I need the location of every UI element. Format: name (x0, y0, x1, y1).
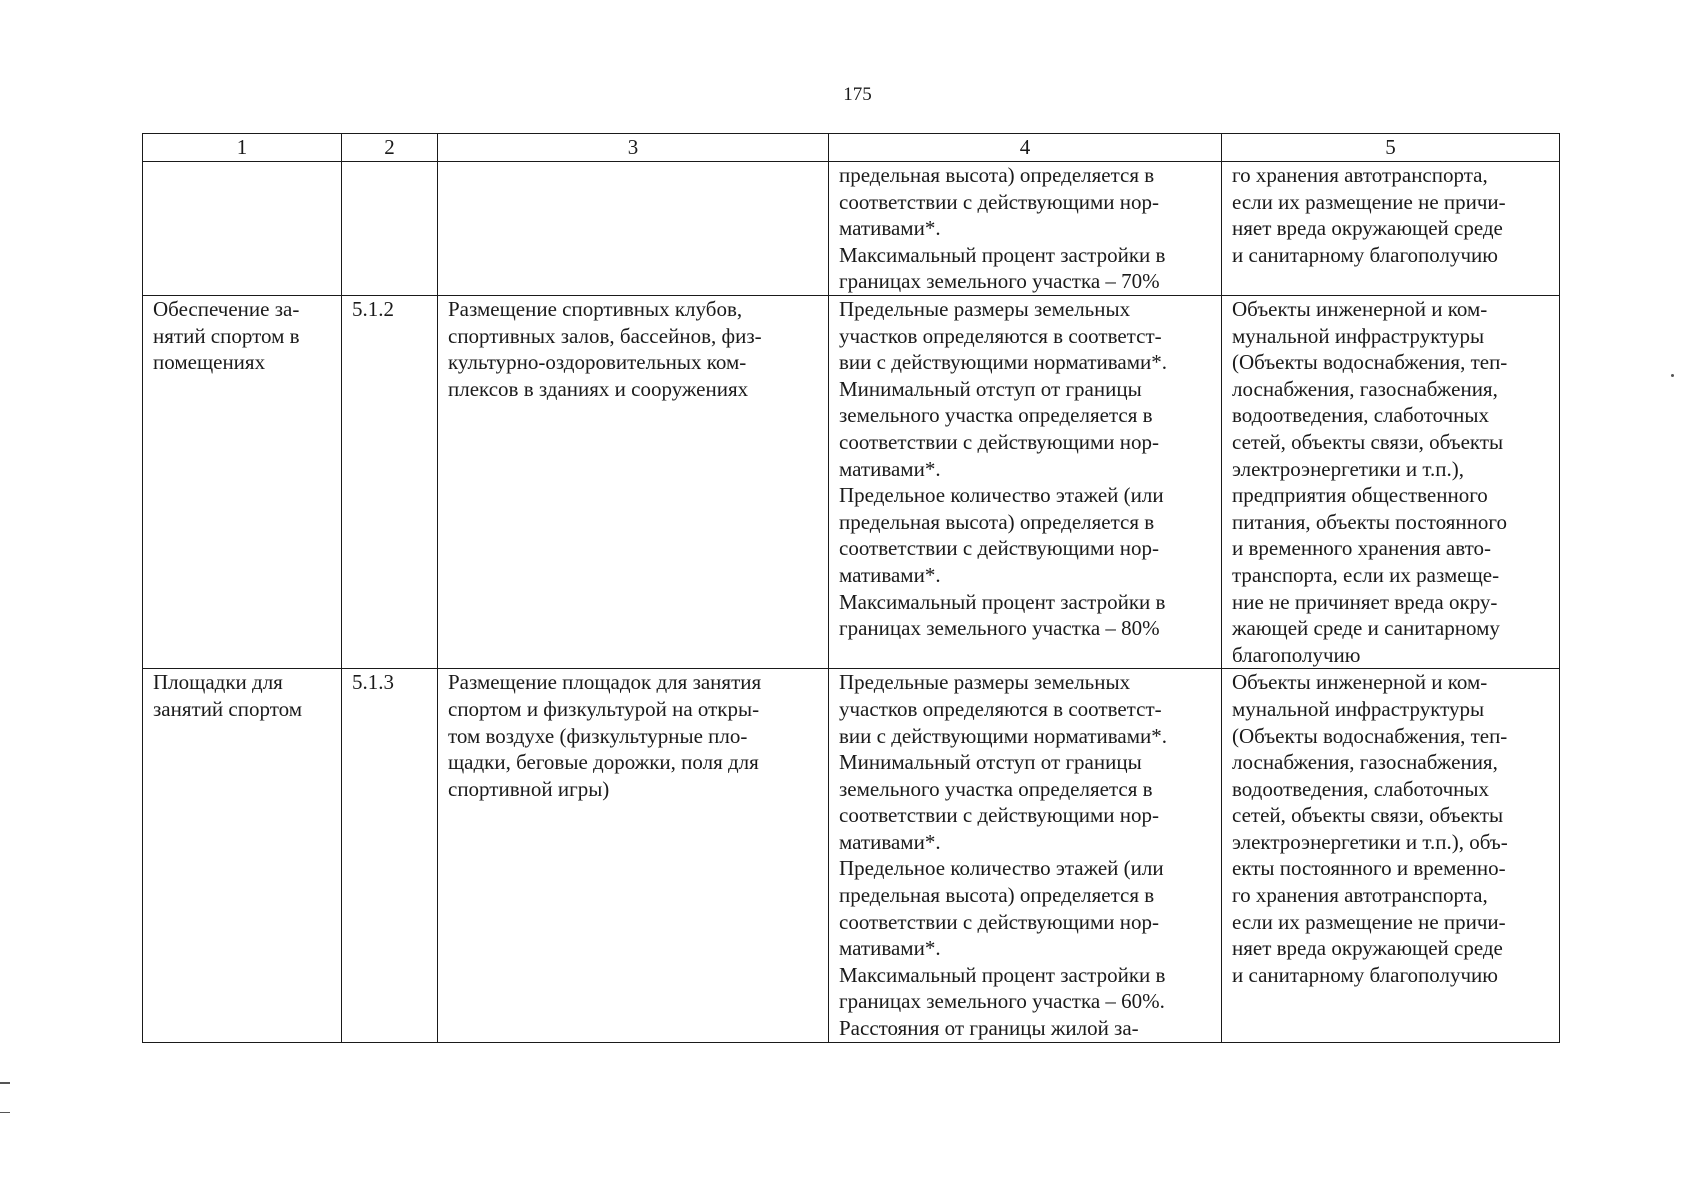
use-description-cell (438, 296, 829, 669)
cell-text-line: соответствии с действующими нор- (839, 803, 1160, 828)
scan-mark (0, 1082, 10, 1084)
cell-text-line: водоотведения, слаботочных (1232, 403, 1490, 428)
cell-text-line: предельная высота) определяется в (839, 163, 1155, 187)
cell-text-line: спортивной игры) (448, 776, 610, 801)
cell-text-line: вии с действующими нормативами*. (839, 350, 1168, 375)
use-name-cell (143, 669, 342, 1042)
cell-text-line: няет вреда окружающей среде (1232, 936, 1503, 961)
cell-text-line: спортом и физкультурой на откры- (448, 696, 760, 721)
cell-text-line: Площадки для (153, 670, 283, 695)
cell-text-line: границах земельного участка – 70% (839, 269, 1160, 294)
cell-text-line: участков определяются в соответст- (839, 696, 1162, 721)
cell-text-line: Размещение площадок для занятия (448, 670, 762, 695)
cell-text-line: Предельное количество этажей (или (839, 856, 1164, 881)
cell-text-line: (Объекты водоснабжения, теп- (1232, 350, 1508, 375)
cell-text-line: сетей, объекты связи, объекты (1232, 429, 1504, 454)
use-description-cell (438, 162, 829, 296)
cell-text-line: нятий спортом в (153, 323, 300, 348)
scan-mark (1671, 374, 1674, 377)
cell-text-line: мативами*. (839, 456, 941, 481)
parameters-cell (829, 669, 1222, 1042)
cell-text-line: няет вреда окружающей среде (1232, 216, 1503, 241)
cell-text-line: участков определяются в соответст- (839, 323, 1162, 348)
auxiliary-uses-cell (1222, 669, 1560, 1042)
cell-text-line: Минимальный отступ от границы (839, 376, 1142, 401)
cell-text-line: предельная высота) определяется в (839, 883, 1155, 908)
cell-text-line: земельного участка определяется в (839, 776, 1153, 801)
parameters-cell (829, 162, 1222, 296)
table-row (143, 669, 1560, 1042)
regulations-table (142, 133, 1560, 1043)
cell-text-line: сетей, объекты связи, объекты (1232, 803, 1504, 828)
column-header-5: 5 (1222, 134, 1560, 162)
cell-text-line: помещениях (153, 350, 266, 375)
cell-text-line: электроэнергетики и т.п.), (1232, 456, 1464, 481)
cell-text-line: границах земельного участка – 80% (839, 616, 1160, 641)
cell-text-line: предприятия общественного (1232, 483, 1488, 508)
cell-text-line: вии с действующими нормативами*. (839, 723, 1168, 748)
cell-text-line: Размещение спортивных клубов, (448, 297, 743, 321)
cell-text-line: 5.1.3 (352, 670, 394, 695)
cell-text-line: земельного участка определяется в (839, 403, 1153, 428)
table-header-row (143, 134, 1560, 162)
use-code-cell (342, 669, 438, 1042)
cell-text-line: соответствии с действующими нор- (839, 429, 1160, 454)
cell-text-line: Объекты инженерной и ком- (1232, 670, 1488, 695)
cell-text-line: Минимальный отступ от границы (839, 750, 1142, 775)
cell-text-line: и санитарному благополучию (1232, 962, 1498, 987)
cell-text-line: Обеспечение за- (153, 297, 300, 321)
use-name-cell (143, 162, 342, 296)
cell-text-line: предельная высота) определяется в (839, 509, 1155, 534)
cell-text-line: соответствии с действующими нор- (839, 189, 1160, 214)
cell-text-line: Предельные размеры земельных (839, 670, 1131, 695)
column-header-3: 3 (438, 134, 829, 162)
cell-text-line: питания, объекты постоянного (1232, 509, 1507, 534)
cell-text-line: мунальной инфраструктуры (1232, 696, 1485, 721)
cell-text-line: ние не причиняет вреда окру- (1232, 589, 1498, 614)
cell-text-line: го хранения автотранспорта, (1232, 163, 1488, 187)
page-number: 175 (843, 84, 872, 105)
cell-text-line: Максимальный процент застройки в (839, 962, 1166, 987)
cell-text-line: Расстояния от границы жилой за- (839, 1016, 1139, 1041)
cell-text-line: щадки, беговые дорожки, поля для (448, 750, 759, 775)
auxiliary-uses-cell (1222, 162, 1560, 296)
cell-text-line: мунальной инфраструктуры (1232, 323, 1485, 348)
cell-text-line: Предельные размеры земельных (839, 297, 1131, 321)
cell-text-line: том воздухе (физкультурные пло- (448, 723, 748, 748)
cell-text-line: Объекты инженерной и ком- (1232, 297, 1488, 321)
auxiliary-uses-cell (1222, 296, 1560, 669)
cell-text-line: мативами*. (839, 936, 941, 961)
cell-text-line: мативами*. (839, 216, 941, 241)
cell-text-line: мативами*. (839, 562, 941, 587)
cell-text-line: мативами*. (839, 829, 941, 854)
cell-text-line: го хранения автотранспорта, (1232, 883, 1488, 908)
cell-text-line: если их размещение не причи- (1232, 189, 1506, 214)
cell-text-line: лоснабжения, газоснабжения, (1232, 376, 1498, 401)
cell-text-line: электроэнергетики и т.п.), объ- (1232, 829, 1508, 854)
cell-text-line: занятий спортом (153, 696, 302, 721)
cell-text-line: благополучию (1232, 642, 1361, 667)
cell-text-line: Максимальный процент застройки в (839, 589, 1166, 614)
cell-text-line: и санитарному благополучию (1232, 242, 1498, 267)
cell-text-line: культурно-оздоровительных ком- (448, 350, 747, 375)
cell-text-line: если их размещение не причи- (1232, 909, 1506, 934)
parameters-cell (829, 296, 1222, 669)
use-code-cell (342, 296, 438, 669)
column-header-2: 2 (342, 134, 438, 162)
cell-text-line: лоснабжения, газоснабжения, (1232, 750, 1498, 775)
use-name-cell (143, 296, 342, 669)
cell-text-line: соответствии с действующими нор- (839, 536, 1160, 561)
cell-text-line: водоотведения, слаботочных (1232, 776, 1490, 801)
cell-text-line: 5.1.2 (352, 297, 394, 321)
column-header-4: 4 (829, 134, 1222, 162)
column-header-1: 1 (143, 134, 342, 162)
table-row (143, 296, 1560, 669)
cell-text-line: спортивных залов, бассейнов, физ- (448, 323, 762, 348)
cell-text-line: соответствии с действующими нор- (839, 909, 1160, 934)
table-row (143, 162, 1560, 296)
cell-text-line: екты постоянного и временно- (1232, 856, 1506, 881)
cell-text-line: Максимальный процент застройки в (839, 242, 1166, 267)
scan-mark (0, 1112, 10, 1113)
use-code-cell (342, 162, 438, 296)
cell-text-line: Предельное количество этажей (или (839, 483, 1164, 508)
cell-text-line: плексов в зданиях и сооружениях (448, 376, 749, 401)
use-description-cell (438, 669, 829, 1042)
cell-text-line: транспорта, если их размеще- (1232, 562, 1500, 587)
cell-text-line: и временного хранения авто- (1232, 536, 1492, 561)
cell-text-line: границах земельного участка – 60%. (839, 989, 1165, 1014)
cell-text-line: жающей среде и санитарному (1232, 616, 1500, 641)
cell-text-line: (Объекты водоснабжения, теп- (1232, 723, 1508, 748)
